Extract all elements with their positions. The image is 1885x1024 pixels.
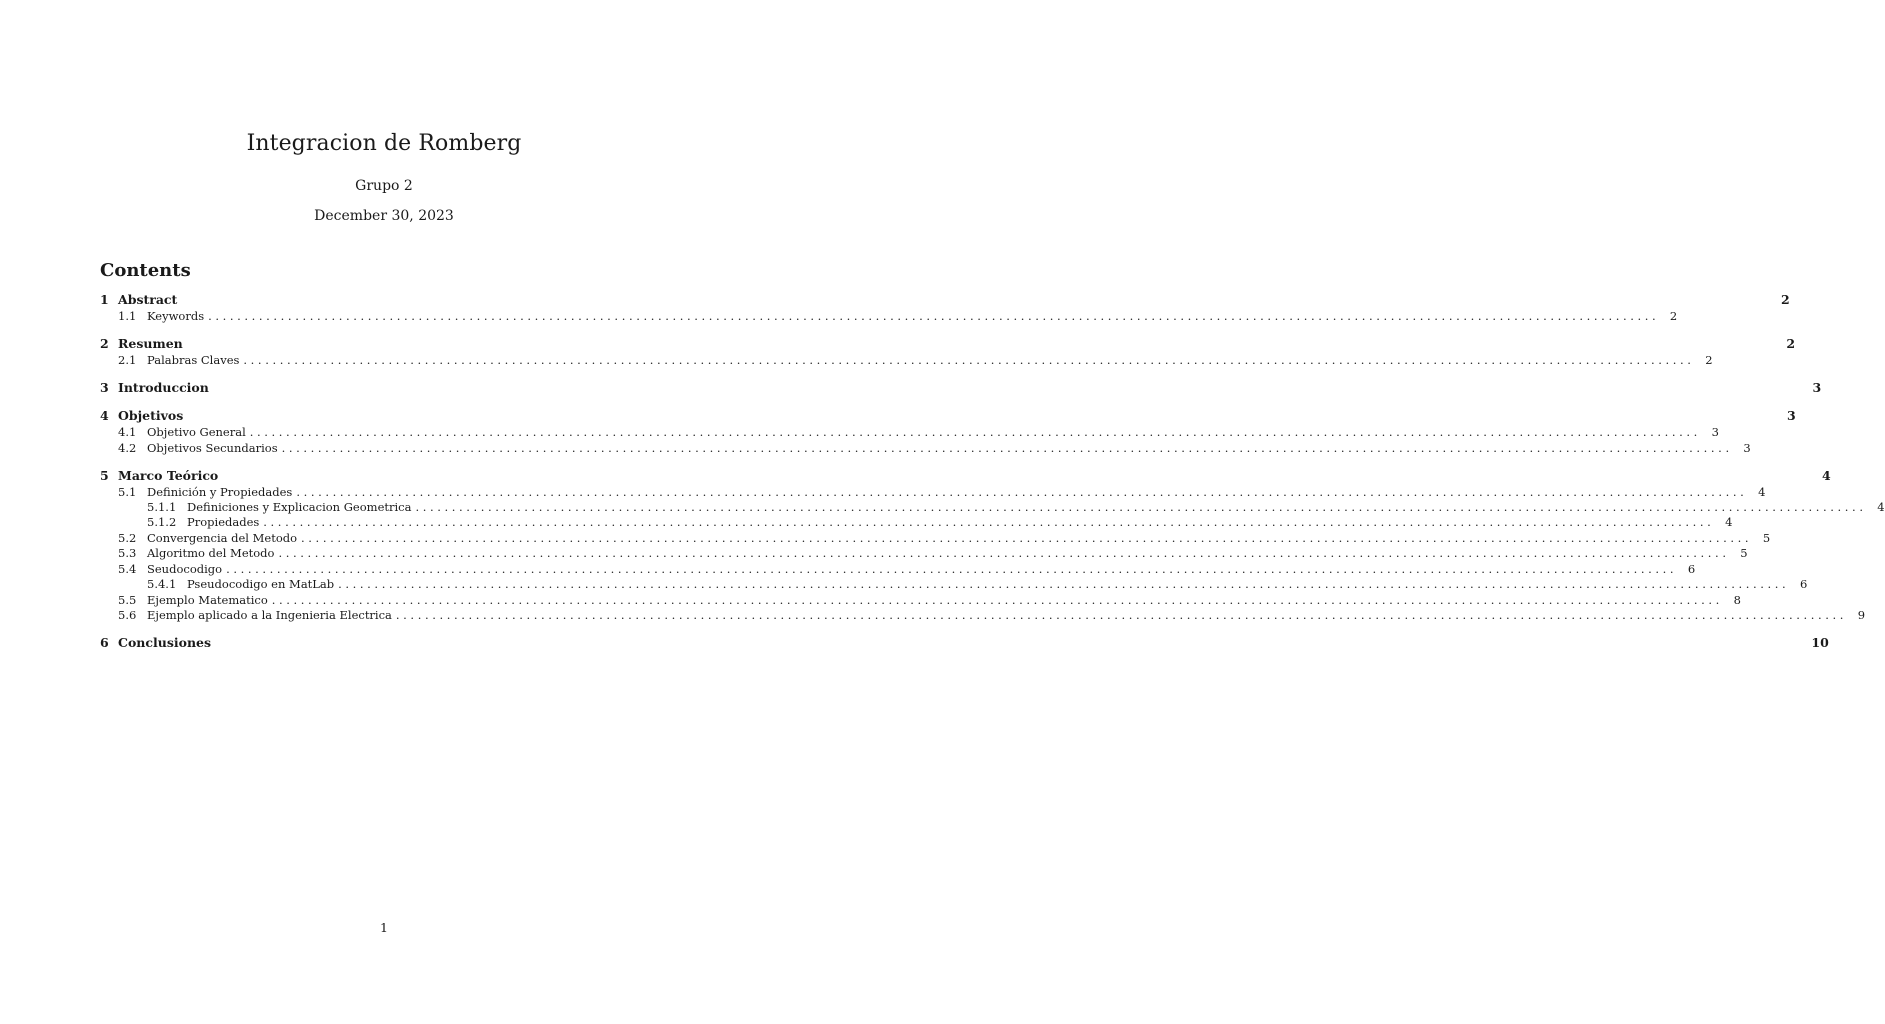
toc-dot-leader: ........................................................................................................................................................................................................ [226,562,1678,576]
toc-entry-number: 5 [100,468,109,483]
document-title: Integracion de Romberg [246,131,522,156]
page-number: 1 [380,920,388,935]
toc-entry[interactable] [100,514,1733,530]
toc-entry[interactable] [100,576,1808,592]
document-author: Grupo 2 [355,178,413,194]
contents-heading: Contents [100,260,191,281]
toc-entry[interactable] [100,380,1822,396]
toc-entry-number: 4.2 [118,441,137,455]
toc-entry-page: 4 [1758,485,1766,499]
toc-entry-label: Keywords [147,309,205,323]
toc-entry-label: Conclusiones [118,635,212,650]
toc-dot-leader: ........................................................................................................................................................................................................ [263,515,1715,529]
toc-entry-number: 5.3 [118,546,137,560]
toc-entry-page: 2 [1669,309,1678,323]
toc-entry-number: 5.2 [118,531,137,545]
toc-entry-label: Objetivos [118,408,184,423]
toc-entry-label: Seudocodigo [147,562,223,576]
toc-entry-number: 3 [100,380,109,395]
toc-entry-page: 6 [1687,562,1696,576]
toc-entry-label: Objetivo General [147,425,246,439]
toc-entry-number: 1 [100,292,109,307]
toc-entry-page: 2 [1781,292,1790,307]
toc-entry-label: Ejemplo Matematico [147,593,268,607]
toc-entry[interactable] [100,292,1790,308]
toc-entry-number: 4 [100,408,109,423]
toc-entry[interactable] [100,592,1741,608]
toc-entry-page: 4 [1725,515,1733,529]
toc-entry[interactable] [100,408,1796,424]
toc-entry-label: Algoritmo del Metodo [147,546,275,560]
toc-dot-leader: ........................................................................................................................................................................................................ [271,593,1723,607]
toc-entry-page: 8 [1733,593,1741,607]
toc-dot-leader: ........................................................................................................................................................................................................ [278,546,1730,560]
toc-entry-label: Convergencia del Metodo [147,531,298,545]
toc-entry[interactable] [100,607,1866,623]
document-date: December 30, 2023 [314,208,454,224]
toc-entry-page: 5 [1762,531,1771,545]
toc-entry-number: 2.1 [118,353,137,367]
toc-entry[interactable] [100,336,1796,352]
toc-entry-label: Definición y Propiedades [147,485,293,499]
toc-entry-number: 1.1 [118,309,137,323]
toc-entry-page: 9 [1857,608,1866,622]
toc-entry-number: 5.6 [118,608,137,622]
toc-entry-label: Resumen [118,336,183,351]
toc-entry[interactable] [100,635,1829,651]
toc-entry-number: 5.1.2 [147,515,177,529]
toc-entry-number: 5.4.1 [147,577,177,591]
toc-dot-leader: ........................................................................................................................................................................................................ [281,441,1733,455]
toc-entry-page: 5 [1740,546,1748,560]
toc-entry-label: Abstract [118,292,178,307]
toc-dot-leader: ........................................................................................................................................................................................................ [296,485,1748,499]
toc-entry[interactable] [100,545,1748,561]
toc-entry[interactable] [100,530,1771,546]
toc-entry[interactable] [100,308,1678,324]
toc-dot-leader: ........................................................................................................................................................................................................ [249,425,1701,439]
toc-dot-leader: ........................................................................................................................................................................................................ [415,500,1867,514]
toc-entry-page: 6 [1799,577,1808,591]
toc-entry-page: 3 [1711,425,1719,439]
toc-entry-page: 4 [1821,468,1831,483]
toc-entry-page: 3 [1743,441,1751,455]
toc-entry-page: 2 [1786,336,1796,351]
toc-entry-label: Pseudocodigo en MatLab [187,577,335,591]
toc-entry-page: 10 [1811,635,1829,650]
toc-entry[interactable] [100,440,1751,456]
toc-entry-page: 4 [1877,500,1885,514]
toc-entry-number: 4.1 [118,425,137,439]
toc-entry[interactable] [100,484,1766,500]
toc-dot-leader: ........................................................................................................................................................................................................ [208,309,1660,323]
toc-entry-number: 5.1 [118,485,137,499]
toc-entry-page: 3 [1812,380,1822,395]
toc-entry-number: 5.5 [118,593,137,607]
toc-dot-leader: ........................................................................................................................................................................................................ [338,577,1790,591]
toc-dot-leader: ........................................................................................................................................................................................................ [301,531,1753,545]
toc-entry-label: Ejemplo aplicado a la Ingenieria Electrica [147,608,392,622]
toc-entry-page: 3 [1786,408,1796,423]
toc-entry-label: Marco Teórico [118,468,219,483]
toc-dot-leader: ........................................................................................................................................................................................................ [395,608,1848,622]
toc-entry[interactable] [100,352,1713,368]
toc-entry-label: Definiciones y Explicacion Geometrica [187,500,412,514]
toc-entry[interactable] [100,561,1696,577]
toc-entry[interactable] [100,424,1719,440]
toc-entry-number: 6 [100,635,109,650]
toc-entry[interactable] [100,468,1831,484]
toc-entry-number: 2 [100,336,109,351]
toc-entry-label: Objetivos Secundarios [147,441,278,455]
toc-entry-label: Palabras Claves [147,353,240,367]
toc-entry-page: 2 [1705,353,1713,367]
toc-entry-label: Introduccion [118,380,209,395]
toc-dot-leader: ........................................................................................................................................................................................................ [243,353,1695,367]
toc-entry-number: 5.4 [118,562,137,576]
toc-entry[interactable] [100,499,1885,515]
toc-entry-label: Propiedades [187,515,260,529]
toc-entry-number: 5.1.1 [147,500,177,514]
